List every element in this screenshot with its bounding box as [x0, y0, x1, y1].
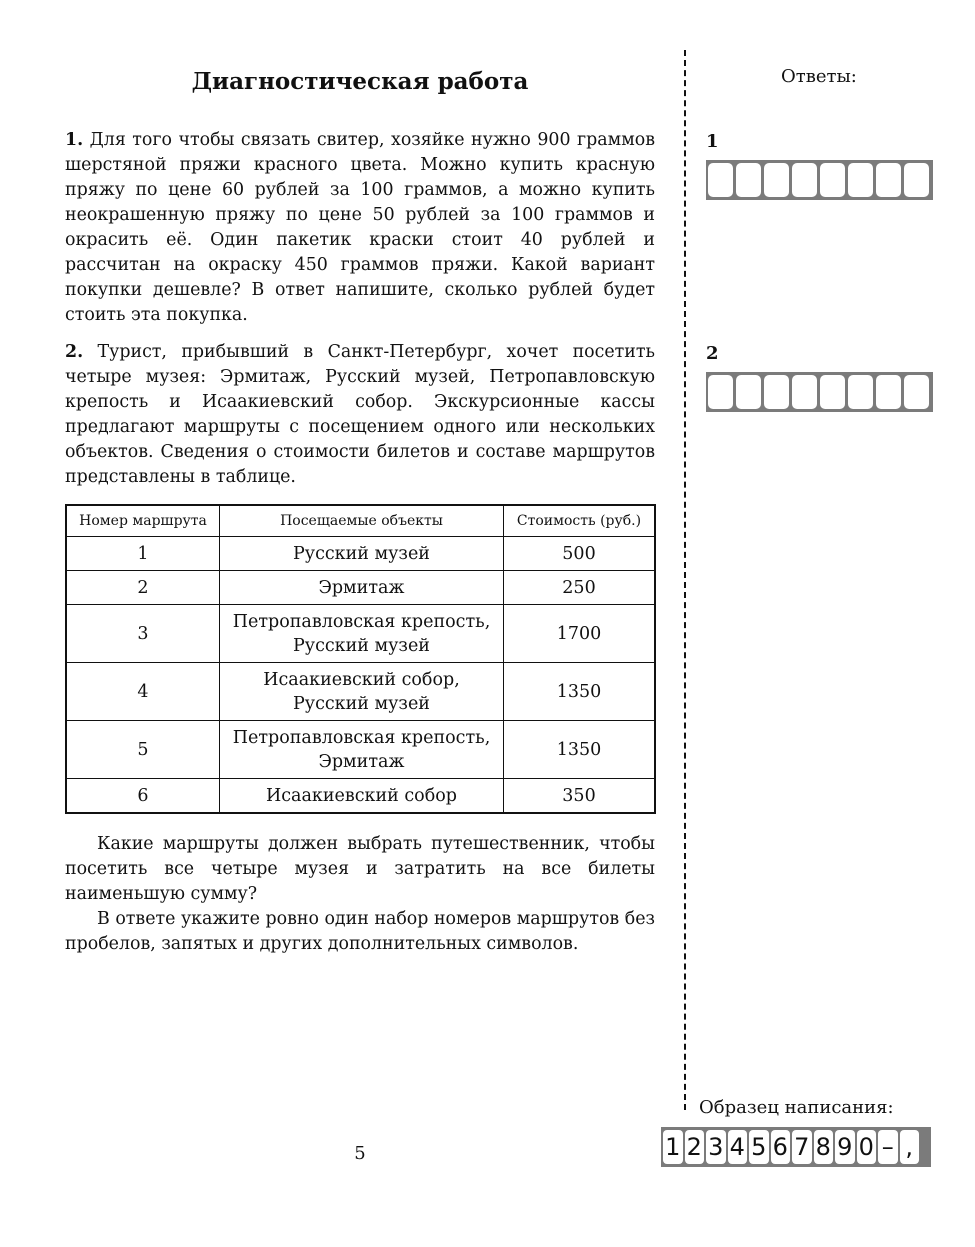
problem-2-instruction: В ответе укажите ровно один набор номеров маршрутов без пробелов, запятых и других дополнительных символов. — [65, 909, 655, 954]
route-number: 4 — [66, 663, 220, 721]
answer-cell[interactable] — [792, 375, 817, 409]
sample-char: 2 — [685, 1130, 705, 1164]
sample-char: 6 — [771, 1130, 791, 1164]
table-row — [66, 779, 655, 814]
page-title: Диагностическая работа — [191, 68, 529, 95]
route-cost: 500 — [504, 537, 656, 571]
route-cost: 1700 — [504, 605, 656, 663]
route-number: 3 — [66, 605, 220, 663]
table-row — [66, 663, 655, 721]
cut-line-divider — [684, 50, 686, 1110]
answer-cell[interactable] — [876, 375, 901, 409]
table-row — [66, 605, 655, 663]
answer-cell[interactable] — [792, 163, 817, 197]
sample-char: 5 — [749, 1130, 769, 1164]
route-objects-line: Петропавловская крепость, — [232, 727, 491, 748]
answer-1-field[interactable] — [706, 160, 933, 200]
answer-cell[interactable] — [848, 375, 873, 409]
answer-cell[interactable] — [820, 163, 845, 197]
answers-label: Ответы: — [781, 66, 857, 87]
sample-char: 3 — [706, 1130, 726, 1164]
answer-cell[interactable] — [848, 163, 873, 197]
answer-2-field[interactable] — [706, 372, 933, 412]
routes-table — [65, 504, 656, 814]
answer-cell[interactable] — [708, 163, 733, 197]
table-header-row — [66, 505, 655, 537]
route-cost: 350 — [504, 779, 656, 814]
sample-label: Образец написания: — [699, 1097, 894, 1118]
problem-2-question: Какие маршруты должен выбрать путешественник, чтобы посетить все четыре музея и затратить на все билеты наименьшую сумму? — [65, 834, 655, 904]
route-cost: 1350 — [504, 663, 656, 721]
sample-char: 4 — [728, 1130, 748, 1164]
problem-1-text — [65, 128, 655, 328]
route-objects — [220, 605, 504, 663]
route-objects — [220, 663, 504, 721]
table-row — [66, 571, 655, 605]
route-objects-line: Эрмитаж — [318, 577, 405, 598]
route-objects-line: Эрмитаж — [318, 751, 405, 772]
answer-cell[interactable] — [764, 163, 789, 197]
answer-cell[interactable] — [708, 375, 733, 409]
route-cost: 250 — [504, 571, 656, 605]
answer-cell[interactable] — [736, 375, 761, 409]
answer-cell[interactable] — [736, 163, 761, 197]
sample-char: 9 — [835, 1130, 855, 1164]
header-cost: Стоимость (руб.) — [504, 505, 656, 537]
route-number: 1 — [66, 537, 220, 571]
route-objects-line: Русский музей — [293, 693, 430, 714]
answer-cell[interactable] — [876, 163, 901, 197]
route-number: 5 — [66, 721, 220, 779]
route-objects-line: Русский музей — [293, 635, 430, 656]
route-objects-line: Исаакиевский собор — [266, 785, 457, 806]
sample-char: 8 — [814, 1130, 834, 1164]
header-route-number: Номер маршрута — [66, 505, 220, 537]
answer-cell[interactable] — [764, 375, 789, 409]
page-number: 5 — [354, 1143, 366, 1164]
route-number: 2 — [66, 571, 220, 605]
table-row — [66, 721, 655, 779]
problem-2-intro — [65, 340, 655, 490]
sample-char: 7 — [792, 1130, 812, 1164]
answer-cell[interactable] — [820, 375, 845, 409]
route-cost: 1350 — [504, 721, 656, 779]
problem-1-number: 1. — [65, 130, 84, 150]
problem-1-body: Для того чтобы связать свитер, хозяйке нужно 900 граммов шерстяной пряжи красного цвета. Можно купить красную пряжу по цене 60 рублей за 100 граммов, а можно купить неокрашенную пряжу по цене 50 рублей за 100 граммов и окрасить её. Один пакетик краски стоит 40 рублей и рассчитан на окраску 450 граммов пряжи. Какой вариант покупки дешевле? В ответ напишите, сколько рублей будет стоить эта покупка. — [65, 130, 655, 325]
route-number: 6 — [66, 779, 220, 814]
problem-2-number: 2. — [65, 342, 84, 362]
route-objects — [220, 537, 504, 571]
header-objects: Посещаемые объекты — [220, 505, 504, 537]
route-objects-line: Исаакиевский собор, — [263, 669, 460, 690]
route-objects-line: Русский музей — [293, 543, 430, 564]
sample-char: 0 — [857, 1130, 877, 1164]
answer-cell[interactable] — [904, 163, 929, 197]
sample-char: , — [900, 1130, 920, 1164]
problem-2-intro-body: Турист, прибывший в Санкт-Петербург, хочет посетить четыре музея: Эрмитаж, Русский музей, Петропавловскую крепость и Исаакиевский собор. Экскурсионные кассы предлагают маршруты с посещением одного или нескольких объектов. Сведения о стоимости билетов и составе маршрутов представлены в таблице. — [65, 342, 655, 487]
answer-1-label: 1 — [706, 131, 719, 152]
table-row — [66, 537, 655, 571]
sample-char: 1 — [663, 1130, 683, 1164]
route-objects-line: Петропавловская крепость, — [232, 611, 491, 632]
sample-char: – — [878, 1130, 898, 1164]
route-objects — [220, 779, 504, 814]
route-objects — [220, 571, 504, 605]
answer-cell[interactable] — [904, 375, 929, 409]
answer-2-label: 2 — [706, 343, 719, 364]
route-objects — [220, 721, 504, 779]
